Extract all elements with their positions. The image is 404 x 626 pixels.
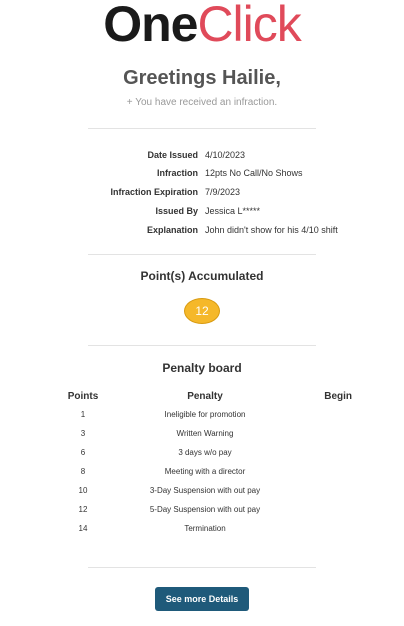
divider — [88, 128, 316, 129]
greeting-heading: Greetings Hailie, — [123, 67, 281, 89]
row-penalty: 3 days w/o pay — [178, 448, 232, 457]
divider — [88, 254, 316, 255]
row-penalty: 3-Day Suspension with out pay — [149, 486, 261, 495]
penalty-board-title: Penalty board — [162, 361, 242, 375]
infraction-subtitle: + You have received an infraction. — [126, 97, 278, 108]
row-points: 10 — [78, 486, 88, 495]
divider — [88, 345, 316, 346]
row-begin — [302, 462, 352, 481]
detail-row-issued-by — [0, 206, 404, 220]
row-points: 12 — [78, 505, 88, 514]
row-points: 1 — [80, 410, 86, 419]
penalty-board-table — [58, 388, 352, 538]
table-row — [58, 462, 352, 481]
detail-row-expiration — [0, 187, 404, 201]
detail-label: Issued By — [155, 206, 198, 216]
row-points: 3 — [80, 429, 86, 438]
table-row — [58, 481, 352, 500]
table-row — [58, 443, 352, 462]
detail-label: Infraction Expiration — [110, 187, 198, 197]
row-begin — [302, 481, 352, 500]
row-penalty: Written Warning — [176, 429, 234, 438]
row-begin — [302, 405, 352, 424]
table-row — [58, 500, 352, 519]
detail-label: Explanation — [146, 225, 198, 235]
logo-click: Click — [197, 0, 301, 52]
row-begin — [302, 424, 352, 443]
row-penalty: Termination — [184, 524, 226, 533]
detail-label: Infraction — [156, 168, 198, 178]
row-points: 8 — [80, 467, 86, 476]
row-points: 6 — [80, 448, 86, 457]
see-more-details-button[interactable]: See more Details — [155, 587, 249, 611]
header-points: Points — [67, 391, 99, 402]
table-row — [58, 519, 352, 538]
oneclick-logo — [0, 0, 404, 52]
logo-one: One — [103, 0, 198, 52]
table-header-row — [58, 388, 352, 405]
row-begin — [302, 519, 352, 538]
header-penalty: Penalty — [187, 391, 223, 402]
row-penalty: Ineligible for promotion — [164, 410, 246, 419]
detail-value: Jessica L***** — [205, 206, 261, 216]
table-row — [58, 405, 352, 424]
detail-value: 7/9/2023 — [205, 187, 241, 197]
divider — [88, 567, 316, 568]
row-penalty: Meeting with a director — [164, 467, 246, 476]
points-title: Point(s) Accumulated — [140, 269, 264, 283]
row-penalty: 5-Day Suspension with out pay — [149, 505, 261, 514]
detail-value: 4/10/2023 — [205, 150, 246, 160]
detail-value: 12pts No Call/No Shows — [205, 168, 303, 178]
points-badge: 12 — [184, 298, 220, 324]
row-begin — [302, 443, 352, 462]
detail-row-infraction — [0, 168, 404, 182]
row-begin — [302, 500, 352, 519]
detail-value: John didn't show for his 4/10 shift — [205, 225, 338, 235]
row-points: 14 — [78, 524, 88, 533]
detail-label: Date Issued — [147, 150, 198, 160]
table-row — [58, 424, 352, 443]
header-begin: Begin — [324, 391, 352, 402]
detail-row-date-issued — [0, 150, 404, 164]
detail-row-explanation — [0, 225, 404, 239]
